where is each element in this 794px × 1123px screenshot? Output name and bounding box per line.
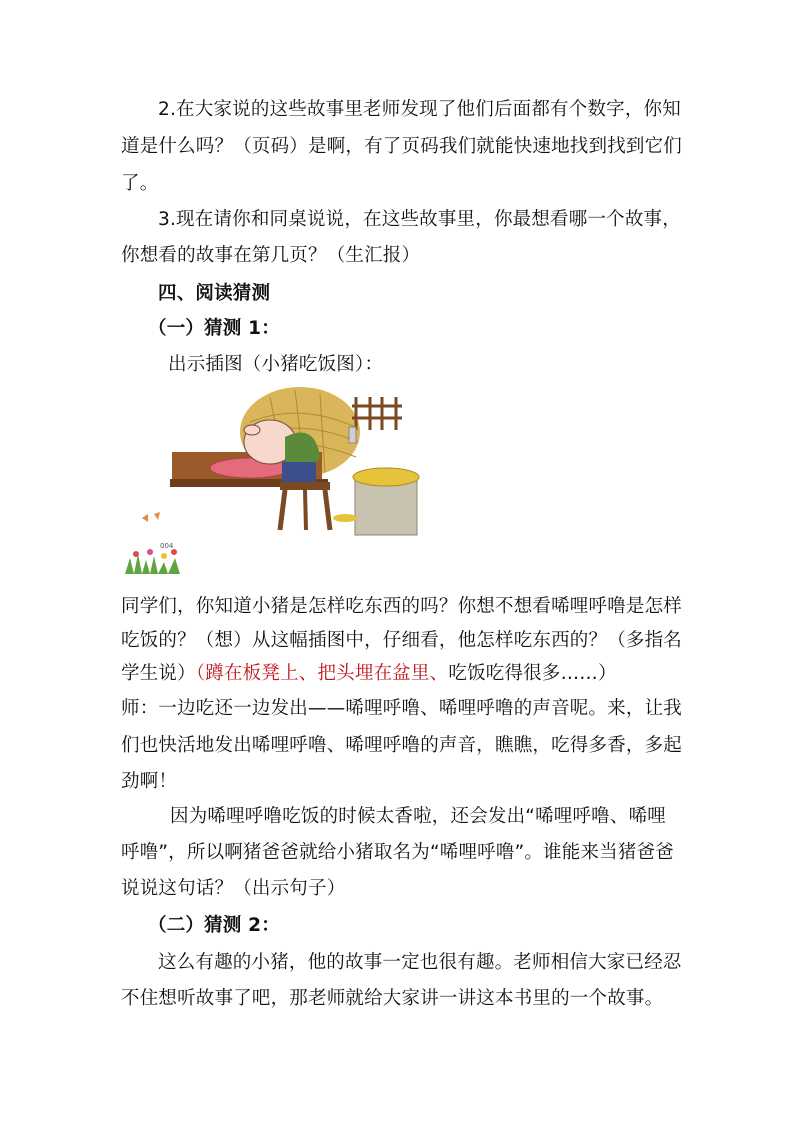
- butterfly-icon: [142, 512, 160, 522]
- paragraph-2-line-3: 了。: [121, 173, 159, 194]
- wall-rack: [352, 397, 402, 430]
- section-heading-reading-guess: 四、阅读猜测: [158, 283, 271, 304]
- answer-highlight-2: 把头埋在盆里、: [317, 663, 449, 684]
- question-line-3-start: 学生说）: [121, 663, 196, 684]
- question-line-3: [121, 665, 617, 684]
- spilled-grain: [333, 514, 357, 522]
- paragraph-2-line-1: 2.在大家说的这些故事里老师发现了他们后面都有个数字，你知: [158, 99, 681, 120]
- question-line-1: 同学们，你知道小猪是怎样吃东西的吗？你想不想看唏哩呼噜是怎样: [121, 596, 683, 617]
- flowers-grass: [125, 549, 180, 574]
- pig-eating-illustration: [120, 382, 420, 578]
- hanging-tool: [349, 427, 356, 443]
- naming-line-1: 因为唏哩呼噜吃饭的时候太香啦，还会发出“唏哩呼噜、唏哩: [170, 806, 666, 827]
- paragraph-3-line-2: 你想看的故事在第几页？（生汇报）: [121, 245, 421, 266]
- stool-leg: [280, 490, 285, 530]
- subheading-guess-2: （二）猜测 2：: [148, 915, 280, 936]
- question-line-3-end: 吃饭吃得很多……）: [448, 663, 617, 684]
- subheading-guess-1: （一）猜测 1：: [148, 318, 280, 339]
- teacher-line-2: 们也快活地发出唏哩呼噜、唏哩呼噜的声音，瞧瞧，吃得多香，多起: [121, 735, 683, 756]
- basket-grain: [353, 468, 419, 486]
- story-line-1: 这么有趣的小猪，他的故事一定也很有趣。老师相信大家已经忍: [158, 952, 682, 973]
- answer-highlight-1: （蹲在板凳上、: [195, 663, 318, 684]
- story-line-2: 不住想听故事了吧，那老师就给大家讲一讲这本书里的一个故事。: [121, 988, 664, 1009]
- stool-seat: [280, 482, 330, 490]
- naming-line-3: 说说这句话？（出示句子）: [121, 878, 346, 899]
- teacher-line-1: 师：一边吃还一边发出——唏哩呼噜、唏哩呼噜的声音呢。来，让我: [121, 698, 683, 719]
- teacher-line-3: 劲啊！: [121, 771, 178, 792]
- illustration-page-number: 004: [160, 542, 174, 550]
- question-line-2: 吃饭的？（想）从这幅插图中，仔细看，他怎样吃东西的？（多指名: [121, 630, 683, 651]
- illustration-intro: 出示插图（小猪吃饭图）：: [168, 354, 384, 375]
- pig-pants: [282, 462, 316, 482]
- stool-leg: [305, 490, 306, 530]
- paragraph-3-line-1: 3.现在请你和同桌说说，在这些故事里，你最想看哪一个故事，: [158, 209, 681, 230]
- naming-line-2: 呼噜”，所以啊猪爸爸就给小猪取名为“唏哩呼噜”。谁能来当猪爸爸: [121, 842, 674, 863]
- stool-leg: [325, 490, 330, 530]
- pig-ear: [244, 425, 260, 435]
- paragraph-2-line-2: 道是什么吗？（页码）是啊，有了页码我们就能快速地找到找到它们: [121, 136, 683, 157]
